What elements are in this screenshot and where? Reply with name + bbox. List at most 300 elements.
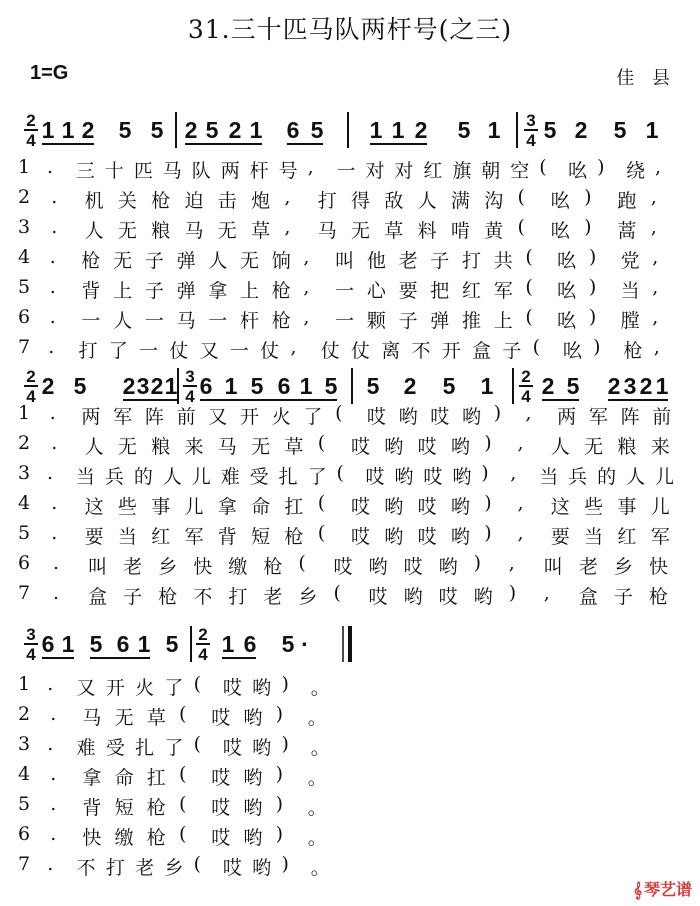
lyric-char: 哟: [398, 406, 418, 428]
lyric-char: 仗: [169, 340, 189, 362]
lyric-char: 事: [617, 496, 637, 518]
lyric-char: 红: [151, 526, 171, 548]
lyric-char: 乡: [613, 556, 633, 578]
lyric-char: 蒿: [617, 220, 637, 242]
lyric-char: .: [49, 246, 56, 268]
lyric-char: 军: [184, 526, 204, 548]
lyric-char: 关: [117, 190, 137, 212]
lyric-char: 背: [217, 526, 237, 548]
time-sig-beats: 3: [185, 367, 195, 386]
lyric-char: (: [335, 402, 343, 424]
lyric-char: 这: [84, 496, 104, 518]
lyric-char: 哟: [450, 436, 470, 458]
lyric-char: 粮: [151, 436, 171, 458]
lyric-char: 哟: [450, 496, 470, 518]
lyric-char: ,: [307, 156, 314, 178]
lyric-char: ,: [517, 492, 524, 514]
note: 5: [442, 373, 456, 399]
lyric-char: 子: [398, 310, 418, 332]
lyric-char: 哎: [365, 466, 385, 488]
lyric-char: 人: [162, 466, 182, 488]
lyric-char: ): [493, 402, 502, 424]
note: 2: [541, 373, 555, 399]
lyric-char: ,: [284, 216, 291, 238]
time-signature: [24, 367, 38, 406]
lyric-char: 哟: [243, 827, 263, 849]
lyric-char: .: [49, 402, 56, 424]
lyric-char: 吆: [557, 310, 577, 332]
lyric-char: 无: [251, 436, 271, 458]
note: 1: [299, 373, 313, 399]
lyric-char: 2: [18, 703, 31, 725]
lyric-char: (: [193, 733, 202, 755]
lyric-char: ): [281, 733, 289, 755]
lyric-char: 黄: [484, 220, 504, 242]
lyric-char: 人: [84, 436, 104, 458]
note: 5: [457, 117, 471, 143]
lyric-char: 3: [18, 216, 31, 238]
lyric-char: (: [193, 853, 202, 875]
lyric-char: 机: [84, 190, 104, 212]
time-sig-unit: 4: [526, 131, 536, 150]
watermark-text: 琴艺谱: [643, 880, 692, 899]
lyric-char: 人: [626, 466, 646, 488]
lyric-char: 哎: [366, 406, 386, 428]
lyric-char: 盒: [472, 340, 492, 362]
key-signature: 1=G: [30, 62, 69, 84]
lyric-char: 儿: [655, 466, 675, 488]
lyric-char: (: [179, 823, 187, 845]
lyric-char: 哎: [438, 586, 458, 608]
lyric-char: 两: [557, 406, 577, 428]
note: 1: [480, 373, 494, 399]
lyric-char: 开: [441, 340, 461, 362]
lyric-char: 吆: [557, 280, 577, 302]
note: 1: [41, 117, 55, 143]
lyric-char: 2: [18, 432, 31, 454]
lyric-char: (: [539, 156, 547, 178]
note: 2: [41, 373, 55, 399]
lyric-char: .: [47, 733, 54, 755]
lyric-char: 了: [303, 406, 323, 428]
lyric-char: 快: [193, 556, 213, 578]
lyric-char: 草: [384, 220, 404, 242]
lyric-char: 推: [462, 310, 482, 332]
lyric-char: 弹: [430, 310, 450, 332]
lyric-char: 仗: [320, 340, 340, 362]
lyric-char: 子: [144, 280, 164, 302]
note: 6: [116, 631, 130, 657]
lyric-char: ): [508, 582, 517, 604]
lyric-char: 当: [75, 466, 95, 488]
time-signature-change: [524, 111, 538, 150]
lyric-char: 无: [351, 220, 371, 242]
lyric-char: 背: [81, 280, 101, 302]
lyric-char: 5: [18, 522, 31, 544]
lyric-char: (: [517, 186, 525, 208]
lyric-char: ,: [303, 246, 310, 268]
lyric-char: 无: [113, 250, 133, 272]
lyric-char: .: [50, 703, 57, 725]
note: 1: [164, 373, 178, 399]
lyric-char: 扎: [135, 737, 155, 759]
lyric-char: 儿: [191, 466, 211, 488]
lyric-char: .: [48, 336, 55, 358]
lyric-char: 党: [620, 250, 640, 272]
lyric-char: ,: [650, 216, 657, 238]
lyric-char: 哟: [452, 466, 472, 488]
lyric-char: 跑: [617, 190, 637, 212]
lyric-char: 打: [317, 190, 337, 212]
lyric-char: 马: [317, 220, 337, 242]
lyric-char: 4: [18, 763, 31, 785]
lyric-char: 哟: [252, 677, 272, 699]
note: 2: [639, 373, 653, 399]
lyric-char: .: [49, 276, 56, 298]
lyric-char: 打: [78, 340, 98, 362]
lyric-char: 哎: [333, 556, 353, 578]
lyric-char: 上: [493, 310, 513, 332]
lyric-char: 哎: [211, 707, 231, 729]
lyric-char: 老: [578, 556, 598, 578]
lyric-char: 拿: [82, 767, 102, 789]
note: 1: [224, 373, 238, 399]
time-sig-unit: 4: [26, 645, 36, 664]
lyric-char: 6: [18, 552, 31, 574]
note: 6: [41, 631, 55, 657]
lyric-char: 共: [493, 250, 513, 272]
note: 5: [89, 631, 103, 657]
lyric-char: .: [47, 673, 54, 695]
time-sig-unit: 4: [198, 645, 208, 664]
lyric-char: 哎: [430, 406, 450, 428]
note: 1: [369, 117, 383, 143]
lyric-char: 一: [229, 340, 249, 362]
note: 5: [613, 117, 627, 143]
lyric-char: 哎: [222, 737, 242, 759]
lyric-char: 当: [584, 526, 604, 548]
lyric-char: 队: [191, 160, 211, 182]
note: 2: [184, 117, 198, 143]
lyric-char: 来: [650, 436, 670, 458]
music-note-icon: 𝄞: [633, 881, 642, 899]
lyric-char: 缴: [228, 556, 248, 578]
lyric-char: ): [281, 853, 289, 875]
lyric-char: 哎: [403, 556, 423, 578]
lyric-char: 哎: [211, 767, 231, 789]
lyric-char: 要: [84, 526, 104, 548]
lyric-char: 炮: [251, 190, 271, 212]
lyric-char: 无: [217, 220, 237, 242]
lyric-char: 子: [123, 586, 143, 608]
lyric-char: 杆: [240, 310, 260, 332]
note: 5: [165, 631, 179, 657]
note: 5: [281, 631, 295, 657]
lyric-char: 。: [307, 827, 327, 849]
lyric-char: .: [49, 306, 56, 328]
lyric-char: 老: [263, 586, 283, 608]
lyric-char: 军: [588, 406, 608, 428]
lyric-char: ,: [508, 552, 515, 574]
lyric-char: ): [593, 336, 601, 358]
lyric-char: 枪: [271, 280, 291, 302]
note: ·: [301, 631, 309, 657]
lyric-char: 开: [240, 406, 260, 428]
lyric-char: 哟: [384, 496, 404, 518]
lyric-char: ,: [303, 306, 310, 328]
song-title: 31.三十匹马队两杆号(之三): [187, 15, 513, 44]
lyric-char: 7: [18, 336, 31, 358]
lyric-char: (: [298, 552, 306, 574]
lyric-char: 1: [18, 402, 31, 424]
lyric-char: 5: [18, 793, 31, 815]
lyric-char: 心: [366, 280, 386, 302]
lyric-char: 哎: [351, 496, 371, 518]
lyric-char: ,: [543, 582, 550, 604]
lyric-char: 空: [510, 160, 530, 182]
lyric-char: 敌: [384, 190, 404, 212]
lyric-char: 人: [417, 190, 437, 212]
note: 6: [277, 373, 291, 399]
lyric-char: 哎: [222, 677, 242, 699]
note: 1: [249, 117, 263, 143]
time-sig-unit: 4: [26, 387, 36, 406]
lyric-char: 命: [114, 767, 134, 789]
time-sig-beats: 2: [26, 367, 36, 386]
lyric-char: 乡: [164, 857, 184, 879]
lyric-char: ): [473, 552, 482, 574]
lyric-char: 枪: [151, 190, 171, 212]
lyric-char: 军: [113, 406, 133, 428]
lyric-char: 当: [620, 280, 640, 302]
lyric-char: 火: [135, 677, 155, 699]
lyric-char: 无: [117, 436, 137, 458]
lyric-char: 快: [82, 827, 102, 849]
lyric-char: ): [484, 432, 492, 454]
lyric-char: (: [525, 246, 533, 268]
region-attribution: 佳 县: [616, 68, 676, 89]
lyric-char: 当: [117, 526, 137, 548]
lyric-char: 不: [76, 857, 96, 879]
lyric-char: 前: [652, 406, 672, 428]
lyric-char: 子: [144, 250, 164, 272]
lyric-char: 命: [251, 496, 271, 518]
lyric-char: 。: [310, 857, 330, 879]
notation-svg: [0, 622, 700, 670]
watermark: [633, 877, 692, 900]
lyric-char: 受: [105, 737, 125, 759]
lyric-char: 拿: [208, 280, 228, 302]
lyric-char: 哎: [211, 827, 231, 849]
lyric-char: ): [275, 793, 284, 815]
time-signature: [24, 625, 38, 664]
lyric-char: 草: [146, 707, 166, 729]
note: 2: [81, 117, 95, 143]
lyric-char: 3: [18, 462, 31, 484]
lyric-char: 马: [176, 310, 196, 332]
lyric-char: 当: [539, 466, 559, 488]
lyric-char: 来: [184, 436, 204, 458]
lyric-char: ,: [517, 522, 524, 544]
lyric-char: 又: [76, 677, 96, 699]
lyric-char: 难: [76, 737, 96, 759]
lyric-char: 叫: [543, 556, 563, 578]
lyric-char: 快: [648, 556, 668, 578]
lyric-char: 三: [75, 160, 95, 182]
lyric-char: 离: [381, 340, 401, 362]
lyric-char: 草: [284, 436, 304, 458]
lyric-char: .: [46, 156, 53, 178]
lyric-char: 哟: [394, 466, 414, 488]
lyric-char: ,: [517, 432, 524, 454]
lyric-char: 兵: [104, 466, 124, 488]
lyric-char: 短: [114, 797, 134, 819]
lyric-char: (: [517, 216, 525, 238]
lyric-char: 满: [450, 190, 470, 212]
lyric-char: (: [317, 432, 326, 454]
lyric-char: 阵: [144, 406, 164, 428]
lyric-char: .: [46, 462, 53, 484]
lyric-char: 了: [164, 677, 184, 699]
lyric-char: 马: [162, 160, 182, 182]
time-sig-beats: 3: [26, 625, 36, 644]
lyric-char: 7: [18, 853, 31, 875]
lyric-char: 拿: [217, 496, 237, 518]
lyric-char: (: [336, 462, 344, 484]
lyric-char: 。: [307, 797, 327, 819]
lyric-char: 短: [251, 526, 271, 548]
lyric-char: ,: [652, 246, 659, 268]
lyric-char: 人: [84, 220, 104, 242]
lyric-char: 些: [584, 496, 604, 518]
lyric-char: 哟: [252, 737, 272, 759]
lyric-char: 对: [394, 160, 414, 182]
lyric-char: ): [484, 522, 492, 544]
lyric-char: ): [281, 673, 289, 695]
lyric-char: 这: [550, 496, 570, 518]
note: 3: [136, 373, 150, 399]
lyric-char: 哟: [462, 406, 482, 428]
lyric-char: 哎: [351, 526, 371, 548]
lyric-char: 不: [411, 340, 431, 362]
time-signature-change: [196, 625, 210, 664]
lyric-char: 无: [240, 250, 260, 272]
note: 2: [574, 117, 588, 143]
lyric-char: 哎: [222, 857, 242, 879]
lyric-char: ): [588, 276, 597, 298]
lyric-char: (: [179, 703, 187, 725]
lyric-char: 哎: [211, 797, 231, 819]
lyric-char: 4: [18, 492, 31, 514]
lyric-char: 枪: [623, 340, 643, 362]
time-signature-change: [519, 367, 533, 406]
lyric-char: 盒: [578, 586, 598, 608]
lyric-char: ,: [290, 336, 297, 358]
lyric-char: ): [584, 186, 592, 208]
lyric-char: ,: [652, 276, 659, 298]
lyric-char: 哎: [417, 496, 437, 518]
note: 5: [310, 117, 324, 143]
lyric-char: (: [317, 492, 326, 514]
note: 5: [366, 373, 380, 399]
lyric-char: 哟: [243, 797, 263, 819]
lyric-char: 迫: [184, 190, 204, 212]
lyric-char: 无: [117, 220, 137, 242]
lyric-char: 。: [307, 767, 327, 789]
lyric-char: 枪: [271, 310, 291, 332]
lyric-char: 哟: [252, 857, 272, 879]
lyric-char: 3: [18, 733, 31, 755]
lyric-char: 扛: [284, 496, 304, 518]
lyric-char: 击: [217, 190, 237, 212]
time-sig-beats: 3: [526, 111, 536, 130]
notation-svg: [0, 108, 700, 156]
note: 6: [286, 117, 300, 143]
lyric-char: .: [53, 552, 60, 574]
lyric-char: 枪: [284, 526, 304, 548]
lyric-char: 弹: [176, 280, 196, 302]
lyric-char: 叫: [335, 250, 355, 272]
lyric-char: 一: [139, 340, 159, 362]
note: 1: [655, 373, 669, 399]
lyric-char: (: [317, 522, 326, 544]
note: 2: [403, 373, 417, 399]
lyric-char: 枪: [648, 586, 668, 608]
notation-line: [0, 108, 700, 156]
lyric-char: 打: [105, 857, 125, 879]
note: 2: [122, 373, 136, 399]
lyric-char: 一: [335, 280, 355, 302]
lyric-char: ,: [653, 336, 660, 358]
lyric-char: 上: [240, 280, 260, 302]
time-sig-unit: 4: [521, 387, 531, 406]
lyric-char: .: [47, 853, 54, 875]
lyric-char: 事: [151, 496, 171, 518]
lyric-char: 粮: [617, 436, 637, 458]
lyric-char: 不: [193, 586, 213, 608]
lyric-char: 7: [18, 582, 31, 604]
lyric-char: 叫: [88, 556, 108, 578]
lyric-char: 得: [351, 190, 371, 212]
lyric-char: 子: [430, 250, 450, 272]
lyric-char: 又: [208, 406, 228, 428]
lyric-char: 吆: [568, 160, 588, 182]
lyric-char: 哎: [351, 436, 371, 458]
time-sig-unit: 4: [185, 387, 195, 406]
note: 5: [324, 373, 338, 399]
lyric-char: 枪: [158, 586, 178, 608]
lyric-char: 他: [366, 250, 386, 272]
lyric-char: 1: [18, 156, 31, 178]
lyric-char: .: [51, 186, 58, 208]
lyric-char: 。: [310, 737, 330, 759]
lyric-char: 扛: [146, 767, 166, 789]
lyric-char: ): [588, 246, 597, 268]
lyric-char: 无: [114, 707, 134, 729]
lyric-char: 。: [310, 677, 330, 699]
lyric-char: 6: [18, 306, 31, 328]
lyric-char: 火: [271, 406, 291, 428]
note: 5: [250, 373, 264, 399]
lyric-char: ,: [655, 156, 662, 178]
lyric-char: .: [50, 793, 57, 815]
lyric-char: 哎: [423, 466, 443, 488]
lyric-char: ): [481, 462, 489, 484]
lyric-char: (: [193, 673, 202, 695]
lyric-char: 红: [617, 526, 637, 548]
lyric-char: 一: [81, 310, 101, 332]
note: 2: [228, 117, 242, 143]
